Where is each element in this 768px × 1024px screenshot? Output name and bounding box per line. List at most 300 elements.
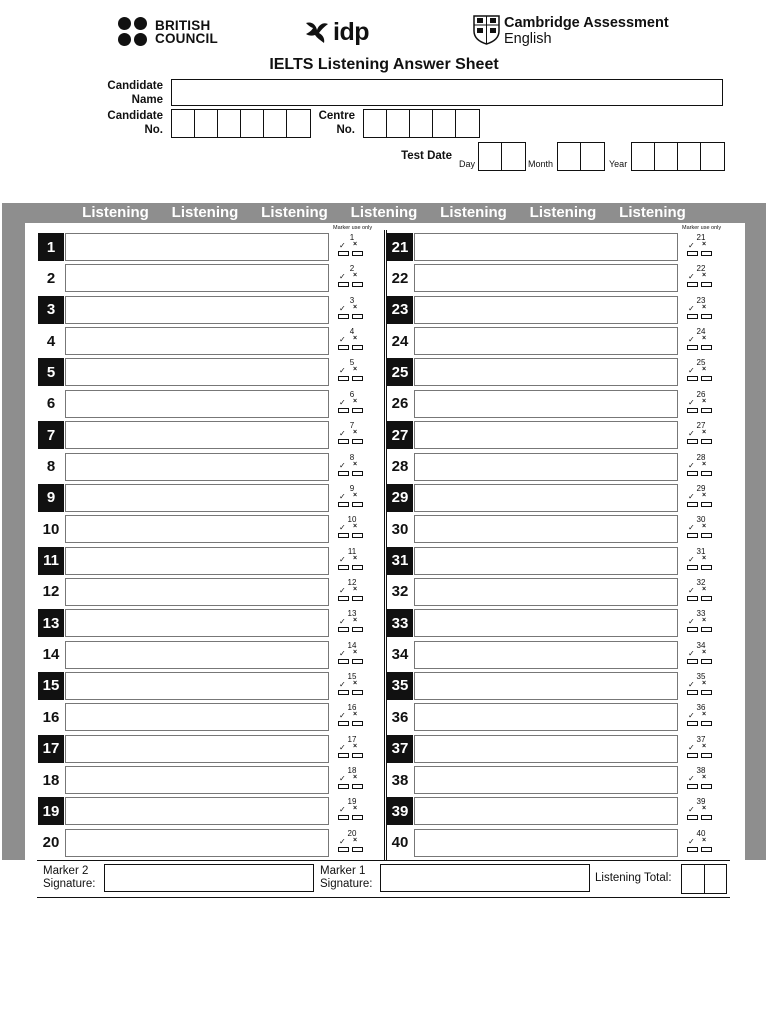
year-field[interactable]: [631, 142, 725, 171]
question-number: 13: [38, 609, 64, 637]
cross-icon: ×: [702, 679, 707, 687]
answer-field[interactable]: [414, 829, 678, 857]
incorrect-box[interactable]: [701, 659, 712, 664]
answer-field[interactable]: [414, 453, 678, 481]
page-title: IELTS Listening Answer Sheet: [269, 56, 499, 73]
idp-logo: [304, 17, 369, 47]
answer-field[interactable]: [414, 547, 678, 575]
marker-number: 16: [347, 703, 357, 713]
question-row: [387, 797, 717, 825]
tick-icon: ✓: [688, 241, 695, 250]
question-row: [387, 829, 717, 857]
marker-number: 29: [696, 483, 706, 493]
marker-box[interactable]: [336, 641, 366, 669]
question-number: 30: [391, 520, 409, 538]
marker-box[interactable]: [336, 390, 366, 418]
question-number: 38: [391, 771, 409, 789]
marker-box[interactable]: [336, 766, 366, 794]
marker-box[interactable]: [685, 390, 715, 418]
incorrect-box[interactable]: [352, 345, 363, 350]
tick-icon: ✓: [339, 742, 346, 752]
correct-box[interactable]: [338, 314, 349, 319]
tick-icon: ✓: [688, 648, 695, 658]
correct-box[interactable]: [338, 439, 349, 444]
marker-number: 6: [349, 389, 355, 399]
marker-number: 11: [347, 546, 357, 556]
answer-field[interactable]: [65, 609, 329, 637]
marker-box[interactable]: [336, 515, 366, 543]
marker-box[interactable]: [336, 578, 366, 606]
answer-field[interactable]: [414, 766, 678, 794]
month-field[interactable]: [557, 142, 605, 171]
correct-box[interactable]: [338, 345, 349, 350]
answer-field[interactable]: [65, 327, 329, 355]
cross-icon: ×: [353, 585, 358, 593]
cross-icon: ×: [353, 366, 358, 374]
question-number: 7: [38, 421, 64, 449]
question-row: [38, 453, 368, 481]
centre-no-label: Centre No.: [318, 110, 355, 136]
question-number: 39: [387, 797, 413, 825]
question-number: 31: [387, 547, 413, 575]
question-row: [38, 421, 368, 449]
question-number: 19: [38, 797, 64, 825]
answer-field[interactable]: [65, 703, 329, 731]
test-date-label: Test Date: [401, 150, 452, 162]
cross-icon: ×: [353, 397, 358, 405]
correct-box[interactable]: [687, 502, 698, 507]
tick-icon: ✓: [688, 335, 695, 345]
incorrect-box[interactable]: [701, 533, 712, 538]
british-council-line1: BRITISH: [155, 18, 211, 33]
correct-box[interactable]: [687, 690, 698, 695]
cross-icon: ×: [702, 303, 707, 311]
marker-number: 19: [347, 797, 357, 807]
answer-field[interactable]: [414, 609, 678, 637]
answer-field[interactable]: [65, 578, 329, 606]
question-number: 20: [42, 834, 60, 852]
incorrect-box[interactable]: [701, 627, 712, 632]
question-row: [387, 453, 717, 481]
tick-icon: ✓: [688, 523, 695, 533]
marker-number: 39: [696, 797, 706, 807]
tick-icon: ✓: [688, 429, 695, 439]
question-number: 11: [38, 547, 64, 575]
incorrect-box[interactable]: [352, 314, 363, 319]
marker-use-label-left: Marker use only: [333, 225, 373, 231]
question-row: [387, 421, 717, 449]
marker-box[interactable]: [685, 735, 715, 763]
incorrect-box[interactable]: [352, 376, 363, 381]
answer-field[interactable]: [414, 327, 678, 355]
incorrect-box[interactable]: [352, 659, 363, 664]
tick-icon: ✓: [339, 648, 346, 658]
answer-field[interactable]: [414, 421, 678, 449]
cross-icon: ×: [353, 241, 358, 248]
question-number: 4: [46, 332, 56, 350]
correct-box[interactable]: [687, 471, 698, 476]
cross-icon: ×: [702, 335, 707, 343]
marker-box[interactable]: [336, 797, 366, 825]
incorrect-box[interactable]: [701, 376, 712, 381]
correct-box[interactable]: [687, 815, 698, 820]
incorrect-box[interactable]: [701, 251, 712, 256]
cross-icon: ×: [702, 585, 707, 593]
marker-number: 1: [349, 233, 355, 242]
correct-box[interactable]: [687, 376, 698, 381]
incorrect-box[interactable]: [701, 282, 712, 287]
correct-box[interactable]: [687, 439, 698, 444]
question-row: [38, 672, 368, 700]
marker-number: 33: [696, 609, 706, 619]
question-row: [387, 641, 717, 669]
correct-box[interactable]: [338, 533, 349, 538]
question-number: 9: [38, 484, 64, 512]
marker-box[interactable]: [336, 735, 366, 763]
question-number: 15: [38, 672, 64, 700]
answer-field[interactable]: [65, 484, 329, 512]
cross-icon: ×: [353, 303, 358, 311]
marker-box[interactable]: [336, 233, 366, 261]
candidate-no-field[interactable]: [171, 109, 311, 138]
tick-icon: ✓: [339, 679, 346, 689]
answer-field[interactable]: [414, 735, 678, 763]
correct-box[interactable]: [338, 627, 349, 632]
cross-icon: ×: [353, 836, 358, 844]
answer-field[interactable]: [65, 390, 329, 418]
marker1-signature-field[interactable]: [380, 864, 590, 892]
incorrect-box[interactable]: [352, 533, 363, 538]
incorrect-box[interactable]: [352, 847, 363, 852]
answer-field[interactable]: [65, 766, 329, 794]
marker-box[interactable]: [336, 421, 366, 449]
correct-box[interactable]: [338, 847, 349, 852]
incorrect-box[interactable]: [701, 784, 712, 789]
british-council-logo: [118, 17, 218, 47]
marker-number: 25: [696, 358, 706, 368]
tick-icon: ✓: [688, 711, 695, 721]
day-label: Day: [459, 159, 476, 169]
cross-icon: ×: [702, 554, 707, 562]
marker-box[interactable]: [685, 233, 715, 261]
answer-field[interactable]: [414, 296, 678, 324]
cross-icon: ×: [702, 397, 707, 405]
correct-box[interactable]: [687, 408, 698, 413]
correct-box[interactable]: [338, 659, 349, 664]
incorrect-box[interactable]: [352, 753, 363, 758]
banner-word: Listening: [529, 204, 597, 221]
marker-box[interactable]: [685, 797, 715, 825]
tick-icon: ✓: [339, 303, 346, 313]
question-number: 28: [391, 458, 409, 475]
correct-box[interactable]: [687, 533, 698, 538]
tick-icon: ✓: [339, 241, 346, 250]
question-number: 35: [387, 672, 413, 700]
answer-field[interactable]: [65, 515, 329, 543]
marker-box[interactable]: [685, 296, 715, 324]
day-field[interactable]: [478, 142, 526, 171]
answer-field[interactable]: [414, 797, 678, 825]
question-row: [38, 641, 368, 669]
idp-wordmark: idp: [333, 17, 369, 46]
marker-box[interactable]: [685, 672, 715, 700]
answer-field[interactable]: [414, 484, 678, 512]
correct-box[interactable]: [338, 376, 349, 381]
marker-box[interactable]: [685, 484, 715, 512]
incorrect-box[interactable]: [701, 471, 712, 476]
footer-bottom-rule: [37, 897, 730, 898]
correct-box[interactable]: [687, 282, 698, 287]
marker-box[interactable]: [336, 609, 366, 637]
listening-total-field[interactable]: [681, 864, 727, 894]
question-number: 5: [38, 358, 64, 386]
cross-icon: ×: [702, 429, 707, 437]
british-council-dots-icon: [118, 17, 148, 47]
incorrect-box[interactable]: [701, 345, 712, 350]
question-number: 16: [42, 708, 60, 726]
incorrect-box[interactable]: [701, 502, 712, 507]
marker-number: 23: [696, 295, 706, 305]
answer-field[interactable]: [65, 547, 329, 575]
question-row: [38, 547, 368, 575]
answer-field[interactable]: [414, 358, 678, 386]
answer-field[interactable]: [414, 515, 678, 543]
answer-field[interactable]: [65, 641, 329, 669]
marker-box[interactable]: [685, 609, 715, 637]
marker-number: 20: [347, 828, 357, 838]
correct-box[interactable]: [687, 784, 698, 789]
cambridge-logo: [473, 15, 669, 47]
correct-box[interactable]: [338, 502, 349, 507]
cross-icon: ×: [353, 805, 358, 813]
answer-field[interactable]: [414, 264, 678, 292]
question-row: [387, 672, 717, 700]
correct-box[interactable]: [687, 847, 698, 852]
question-row: [387, 484, 717, 512]
marker-box[interactable]: [336, 327, 366, 355]
correct-box[interactable]: [338, 690, 349, 695]
correct-box[interactable]: [687, 251, 698, 256]
cross-icon: ×: [353, 617, 358, 625]
correct-box[interactable]: [338, 784, 349, 789]
marker-number: 24: [696, 327, 706, 337]
marker-number: 10: [347, 515, 357, 525]
question-number: 40: [391, 834, 409, 852]
tick-icon: ✓: [339, 272, 346, 282]
incorrect-box[interactable]: [352, 721, 363, 726]
correct-box[interactable]: [338, 251, 349, 256]
answer-field[interactable]: [65, 264, 329, 292]
incorrect-box[interactable]: [352, 502, 363, 507]
marker-box[interactable]: [685, 264, 715, 292]
marker2-signature-field[interactable]: [104, 864, 314, 892]
marker-box[interactable]: [685, 421, 715, 449]
cross-icon: ×: [353, 554, 358, 562]
month-label: Month: [528, 159, 554, 169]
idp-bird-icon: [304, 19, 330, 45]
marker-number: 36: [696, 703, 706, 713]
tick-icon: ✓: [339, 805, 346, 815]
question-row: [38, 296, 368, 324]
marker-box[interactable]: [336, 547, 366, 575]
tick-icon: ✓: [339, 711, 346, 721]
incorrect-box[interactable]: [352, 471, 363, 476]
correct-box[interactable]: [338, 596, 349, 601]
marker-box[interactable]: [685, 515, 715, 543]
question-row: [387, 578, 717, 606]
correct-box[interactable]: [687, 721, 698, 726]
correct-box[interactable]: [687, 596, 698, 601]
incorrect-box[interactable]: [701, 815, 712, 820]
correct-box[interactable]: [338, 721, 349, 726]
marker-box[interactable]: [336, 484, 366, 512]
marker-number: 14: [347, 640, 357, 650]
tick-icon: ✓: [339, 554, 346, 564]
correct-box[interactable]: [687, 314, 698, 319]
answer-field[interactable]: [65, 672, 329, 700]
marker-box[interactable]: [685, 358, 715, 386]
correct-box[interactable]: [687, 753, 698, 758]
incorrect-box[interactable]: [352, 815, 363, 820]
centre-no-field[interactable]: [363, 109, 480, 138]
answer-field[interactable]: [414, 390, 678, 418]
incorrect-box[interactable]: [352, 439, 363, 444]
correct-box[interactable]: [338, 282, 349, 287]
cross-icon: ×: [353, 742, 358, 750]
answer-field[interactable]: [65, 358, 329, 386]
question-row: [387, 766, 717, 794]
marker-box[interactable]: [336, 703, 366, 731]
incorrect-box[interactable]: [352, 251, 363, 256]
question-row: [38, 233, 368, 261]
answer-field[interactable]: [414, 578, 678, 606]
marker-box[interactable]: [685, 829, 715, 857]
incorrect-box[interactable]: [352, 627, 363, 632]
question-number: 10: [42, 520, 60, 538]
correct-box[interactable]: [687, 345, 698, 350]
incorrect-box[interactable]: [352, 690, 363, 695]
incorrect-box[interactable]: [352, 784, 363, 789]
answer-field[interactable]: [414, 703, 678, 731]
marker-box[interactable]: [685, 703, 715, 731]
correct-box[interactable]: [338, 408, 349, 413]
incorrect-box[interactable]: [701, 847, 712, 852]
marker-box[interactable]: [336, 296, 366, 324]
tick-icon: ✓: [339, 491, 346, 501]
question-number: 8: [46, 458, 56, 475]
question-number: 23: [387, 296, 413, 324]
incorrect-box[interactable]: [352, 596, 363, 601]
question-row: [38, 264, 368, 292]
cross-icon: ×: [353, 774, 358, 781]
correct-box[interactable]: [687, 659, 698, 664]
answer-field[interactable]: [65, 233, 329, 261]
tick-icon: ✓: [688, 303, 695, 313]
marker-box[interactable]: [685, 453, 715, 481]
incorrect-box[interactable]: [701, 596, 712, 601]
candidate-name-label: Candidate Name: [107, 80, 163, 106]
question-row: [38, 609, 368, 637]
correct-box[interactable]: [338, 753, 349, 758]
marker-box[interactable]: [336, 453, 366, 481]
marker-box[interactable]: [336, 829, 366, 857]
marker-box[interactable]: [336, 264, 366, 292]
marker-box[interactable]: [685, 578, 715, 606]
answer-field[interactable]: [65, 829, 329, 857]
marker-box[interactable]: [336, 672, 366, 700]
question-row: [38, 735, 368, 763]
cross-icon: ×: [353, 272, 358, 280]
answer-field[interactable]: [65, 421, 329, 449]
correct-box[interactable]: [338, 565, 349, 570]
incorrect-box[interactable]: [701, 314, 712, 319]
cross-icon: ×: [702, 491, 707, 499]
tick-icon: ✓: [688, 679, 695, 689]
marker-box[interactable]: [685, 766, 715, 794]
marker-box[interactable]: [336, 358, 366, 386]
answer-field[interactable]: [414, 233, 678, 261]
incorrect-box[interactable]: [352, 282, 363, 287]
question-row: [38, 703, 368, 731]
incorrect-box[interactable]: [701, 721, 712, 726]
question-row: [38, 390, 368, 418]
cross-icon: ×: [702, 836, 707, 844]
marker-number: 17: [347, 734, 357, 744]
answer-field[interactable]: [414, 672, 678, 700]
incorrect-box[interactable]: [701, 408, 712, 413]
marker-number: 28: [696, 452, 706, 462]
cross-icon: ×: [702, 711, 707, 719]
question-number: 12: [42, 583, 60, 601]
marker-number: 22: [696, 264, 706, 274]
answer-field[interactable]: [414, 641, 678, 669]
cross-icon: ×: [702, 523, 707, 531]
correct-box[interactable]: [338, 471, 349, 476]
answer-field[interactable]: [65, 735, 329, 763]
marker-box[interactable]: [685, 641, 715, 669]
incorrect-box[interactable]: [701, 565, 712, 570]
cross-icon: ×: [702, 774, 707, 781]
incorrect-box[interactable]: [701, 690, 712, 695]
marker-number: 31: [696, 546, 706, 556]
question-row: [387, 327, 717, 355]
incorrect-box[interactable]: [701, 439, 712, 444]
answer-field[interactable]: [65, 797, 329, 825]
incorrect-box[interactable]: [352, 565, 363, 570]
marker-box[interactable]: [685, 327, 715, 355]
question-number: 25: [387, 358, 413, 386]
question-number: 6: [46, 395, 56, 413]
marker-box[interactable]: [685, 547, 715, 575]
incorrect-box[interactable]: [352, 408, 363, 413]
correct-box[interactable]: [338, 815, 349, 820]
correct-box[interactable]: [687, 565, 698, 570]
tick-icon: ✓: [339, 836, 346, 846]
year-label: Year: [609, 159, 628, 169]
question-number: 18: [42, 771, 60, 789]
question-number: 27: [387, 421, 413, 449]
answer-field[interactable]: [65, 296, 329, 324]
banner-word: Listening: [440, 204, 507, 221]
correct-box[interactable]: [687, 627, 698, 632]
question-number: 1: [38, 233, 64, 261]
question-number: 17: [38, 735, 64, 763]
question-row: [38, 327, 368, 355]
candidate-name-field[interactable]: [171, 79, 723, 106]
incorrect-box[interactable]: [701, 753, 712, 758]
cross-icon: ×: [353, 648, 358, 656]
answer-field[interactable]: [65, 453, 329, 481]
